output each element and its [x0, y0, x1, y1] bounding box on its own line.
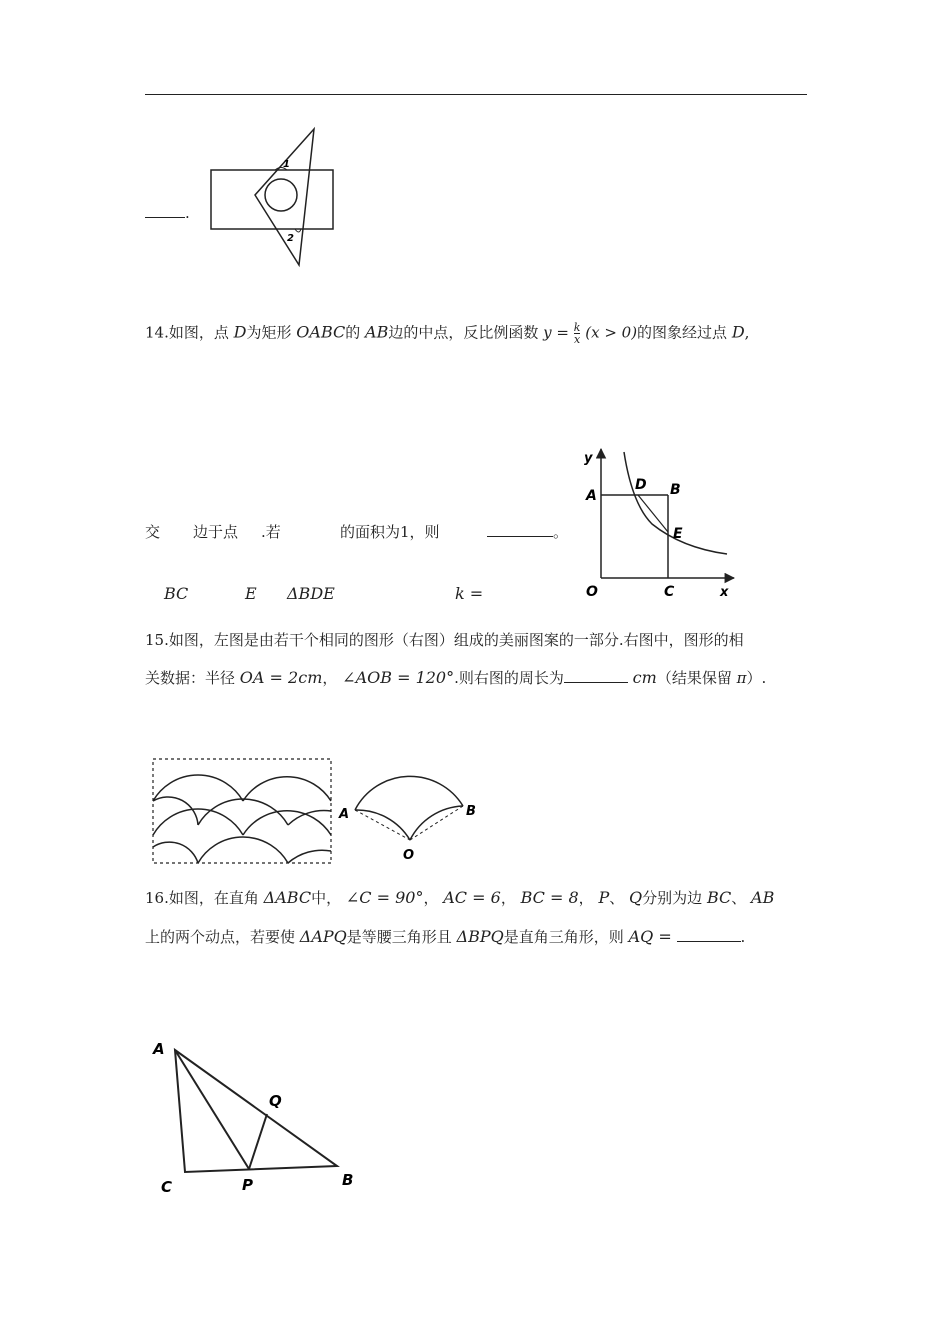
- q15-text: ）.: [746, 669, 767, 687]
- q14-text: 。: [553, 523, 569, 541]
- label-x: x: [720, 585, 729, 600]
- math-expr: ∠AOB = 120°: [342, 668, 455, 687]
- q14-graph: [572, 444, 742, 604]
- q15-number: 15.: [145, 631, 169, 649]
- math-var: P: [598, 888, 610, 907]
- top-arc-AB: [355, 776, 463, 810]
- q16-text: 是等腰三角形且: [346, 928, 452, 946]
- q16-text: ，: [578, 889, 594, 907]
- label-A: A: [586, 488, 597, 504]
- q14-text: 为矩形: [246, 323, 292, 342]
- q14-text: 的面积为1，则: [340, 523, 440, 541]
- math-expr: BC = 8: [520, 888, 579, 907]
- fraction: [574, 322, 581, 345]
- math-var: Q: [629, 888, 643, 907]
- q15-text: 如图，左图是由若干个相同的图形（右图）组成的美丽图案的一部分.右图中，图形的相: [168, 631, 744, 649]
- q13-circle: [265, 179, 297, 211]
- radius-OA: [355, 810, 410, 840]
- q16-line1: [145, 888, 774, 908]
- q15-line2: [145, 668, 766, 688]
- q14-text: 边的中点，反比例函数: [388, 323, 539, 342]
- q16-text: 上的两个动点，若要使: [145, 928, 296, 946]
- q16-number: 16.: [145, 889, 169, 907]
- math-expr: AQ =: [628, 927, 672, 946]
- math-expr: OA = 2cm: [239, 668, 323, 687]
- q16-text: 中，: [311, 889, 342, 907]
- q14-text: 如图，点: [168, 323, 229, 342]
- q14-number: 14.: [145, 323, 169, 342]
- label-B: B: [342, 1171, 354, 1189]
- q13-figure: [205, 125, 340, 270]
- label-A: A: [153, 1040, 165, 1058]
- q14-text: 的图象经过点: [637, 323, 728, 342]
- answer-blank: [145, 203, 185, 218]
- segment-PQ: [249, 1114, 267, 1169]
- segment-DE: [638, 495, 668, 532]
- q14-var-k: k =: [455, 584, 484, 603]
- q14-line1: [145, 322, 749, 345]
- q14-text: 交: [145, 523, 161, 541]
- math-expr: AC = 6: [443, 888, 501, 907]
- q14-ruo: [261, 522, 281, 542]
- q14-text: .若: [261, 523, 281, 541]
- label-D: D: [635, 477, 647, 493]
- q16-text: ，: [423, 889, 439, 907]
- label-Q: Q: [269, 1092, 282, 1110]
- q14-area: [340, 522, 440, 542]
- answer-blank: [487, 522, 553, 537]
- q14-var-BDE: ΔBDE: [287, 584, 335, 603]
- q13-angle1-label: 1: [283, 159, 290, 170]
- q14-var-BC: BC: [164, 584, 189, 603]
- math-var: D: [233, 322, 247, 342]
- label-O: O: [403, 848, 415, 863]
- q16-text: 是直角三角形，则: [503, 928, 624, 946]
- pattern-frame: [153, 759, 331, 863]
- label-B: B: [670, 482, 681, 498]
- segment-AP: [175, 1050, 249, 1169]
- scale-arcs: [153, 775, 331, 863]
- q13-triangle: [255, 129, 314, 265]
- q15-text: 关数据：半径: [145, 669, 236, 687]
- label-C: C: [161, 1178, 173, 1196]
- math-expr: ∠C = 90°: [345, 888, 424, 907]
- answer-blank: [677, 927, 741, 942]
- radius-OB: [410, 806, 463, 840]
- q16-text: 如图，在直角: [168, 889, 259, 907]
- label-P: P: [242, 1176, 253, 1194]
- label-C: C: [664, 584, 675, 600]
- label-y: y: [584, 451, 593, 466]
- math-condition: (x > 0): [585, 323, 638, 342]
- q13-answer-line: [145, 203, 190, 223]
- label-O: O: [586, 584, 598, 600]
- math-op: =: [556, 323, 569, 342]
- q16-text: .: [740, 928, 746, 946]
- q16-line2: [145, 927, 745, 947]
- q15-pattern-figure: [150, 755, 335, 867]
- header-rule: [145, 94, 807, 95]
- math-var: BC: [706, 888, 732, 907]
- q13-period: .: [185, 204, 190, 222]
- math-var: y: [543, 323, 552, 342]
- q15-sector-figure: [335, 770, 485, 865]
- label-B: B: [466, 804, 476, 819]
- label-A: A: [339, 807, 350, 822]
- q14-jiao: [145, 522, 160, 542]
- triangle-ABC: [175, 1050, 337, 1172]
- q16-triangle-figure: [145, 1030, 365, 1200]
- q13-angle2-label: 2: [287, 233, 294, 244]
- math-pi: π: [736, 669, 747, 687]
- q16-text: 、: [731, 889, 747, 907]
- q14-text: ,: [744, 323, 750, 342]
- label-E: E: [673, 526, 683, 542]
- math-var: OABC: [296, 322, 346, 342]
- q15-text: .则右图的周长为: [454, 669, 564, 687]
- q14-text: 边于点: [193, 523, 239, 541]
- q14-bian: [193, 522, 238, 542]
- math-expr: ΔABC: [263, 888, 312, 907]
- math-expr: ΔAPQ: [299, 927, 347, 946]
- math-var: AB: [365, 322, 389, 342]
- q15-line1: [145, 630, 744, 650]
- q14-function: [543, 322, 637, 345]
- q14-var-E: E: [245, 584, 257, 603]
- q16-text: 分别为边: [642, 889, 703, 907]
- math-var: AB: [751, 888, 775, 907]
- math-var: D: [731, 322, 745, 342]
- q15-text: ，: [322, 669, 338, 687]
- fraction-numerator: k: [573, 321, 581, 334]
- answer-blank: [564, 668, 628, 683]
- q14-text: 的: [345, 323, 361, 342]
- math-expr: ΔBPQ: [456, 927, 504, 946]
- fraction-denominator: x: [574, 333, 581, 346]
- q13-rectangle: [211, 170, 333, 229]
- q14-answer: [487, 522, 568, 542]
- q16-text: ，: [500, 889, 516, 907]
- q16-text: 、: [609, 889, 625, 907]
- q15-text: （结果保留: [656, 669, 732, 687]
- math-unit: cm: [632, 668, 657, 687]
